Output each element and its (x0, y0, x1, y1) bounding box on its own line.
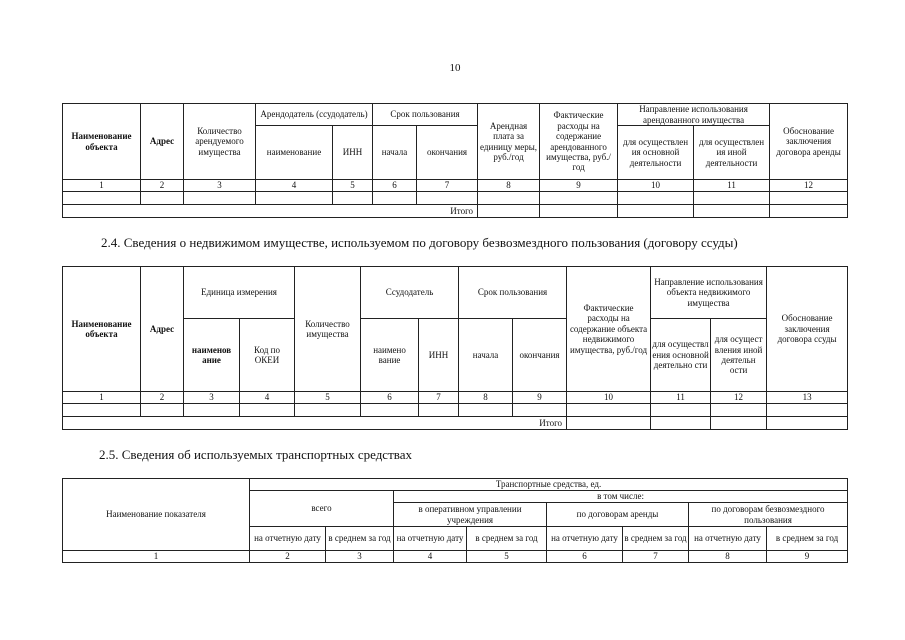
col-quantity: Количество имущества (295, 267, 361, 392)
col-term-start: начала (373, 126, 417, 180)
column-number: 1 (63, 392, 141, 404)
column-numbers-row (63, 551, 848, 563)
col-reporting-date: на отчетную дату (250, 527, 326, 551)
col-year-average: в среднем за год (326, 527, 394, 551)
column-number: 6 (547, 551, 623, 563)
col-free-use: по договорам безвозмездного пользования (689, 503, 848, 527)
leased-property-table (62, 103, 848, 218)
col-usage-other: для осуществлен ия иной деятельности (694, 126, 770, 180)
table-cell[interactable] (184, 404, 240, 417)
column-number: 10 (618, 180, 694, 192)
column-number: 7 (417, 180, 478, 192)
col-expenses: Фактические расходы на содержание арендованного имущества, руб./год (540, 104, 618, 180)
col-lender: Ссудодатель (361, 267, 459, 319)
column-number: 7 (419, 392, 459, 404)
column-number: 8 (459, 392, 513, 404)
section-heading: 2.4. Сведения о недвижимом имуществе, используемом по договору безвозмездного пользования (договору ссуды) (101, 235, 738, 250)
col-transport: Транспортные средства, ед. (250, 479, 848, 491)
col-indicator: Наименование показателя (63, 479, 250, 551)
table-cell[interactable] (767, 404, 848, 417)
column-number: 9 (513, 392, 567, 404)
table-cell[interactable] (478, 205, 540, 218)
table-cell[interactable] (373, 192, 417, 205)
col-object-name: Наименование объекта (63, 104, 141, 180)
col-unit-okei: Код по ОКЕИ (240, 319, 295, 392)
column-number: 1 (63, 180, 141, 192)
column-number: 2 (141, 180, 184, 192)
table-cell[interactable] (618, 205, 694, 218)
col-usage-other: для осущест вления иной деятельн ости (711, 319, 767, 392)
table-cell[interactable] (295, 404, 361, 417)
column-number: 10 (567, 392, 651, 404)
table-cell[interactable] (651, 417, 711, 430)
table-cell[interactable] (478, 192, 540, 205)
col-quantity: Количество арендуемого имущества (184, 104, 256, 180)
column-number: 3 (184, 180, 256, 192)
table-cell[interactable] (770, 192, 848, 205)
column-number: 4 (394, 551, 467, 563)
column-number: 8 (478, 180, 540, 192)
column-number: 7 (623, 551, 689, 563)
col-lender-name: наимено вание (361, 319, 419, 392)
col-term: Срок пользования (373, 104, 478, 126)
col-unit: Единица измерения (184, 267, 295, 319)
col-usage-main: для осуществлен ия основной деятельности (618, 126, 694, 180)
col-basis: Обоснование заключения договора ссуды (767, 267, 848, 392)
total-label: Итого (63, 417, 567, 430)
col-reporting-date: на отчетную дату (394, 527, 467, 551)
column-number: 8 (689, 551, 767, 563)
column-numbers-row (63, 392, 848, 404)
vehicles-table (62, 478, 848, 563)
col-basis: Обоснование заключения договора аренды (770, 104, 848, 180)
col-unit-name: наименов ание (184, 319, 240, 392)
column-number: 4 (256, 180, 333, 192)
table-cell[interactable] (513, 404, 567, 417)
table-cell[interactable] (567, 404, 651, 417)
column-number: 6 (361, 392, 419, 404)
column-number: 2 (141, 392, 184, 404)
column-number: 1 (63, 551, 250, 563)
table-cell[interactable] (240, 404, 295, 417)
col-year-average: в среднем за год (467, 527, 547, 551)
col-year-average: в среднем за год (767, 527, 848, 551)
col-including: в том числе: (394, 491, 848, 503)
col-term-end: окончания (513, 319, 567, 392)
col-object-name: Наименование объекта (63, 267, 141, 392)
table-cell[interactable] (770, 205, 848, 218)
column-number: 5 (467, 551, 547, 563)
col-operational: в оперативном управлении учреждения (394, 503, 547, 527)
col-lessor: Арендодатель (ссудодатель) (256, 104, 373, 126)
table-row (63, 404, 848, 417)
table-cell[interactable] (63, 192, 141, 205)
page-number: 10 (449, 62, 461, 74)
table-cell[interactable] (459, 404, 513, 417)
table-row (63, 192, 848, 205)
table-cell[interactable] (694, 192, 770, 205)
col-usage: Направление использования арендованного имущества (618, 104, 770, 126)
table-cell[interactable] (711, 404, 767, 417)
col-term: Срок пользования (459, 267, 567, 319)
table-cell[interactable] (540, 205, 618, 218)
col-lender-inn: ИНН (419, 319, 459, 392)
table-cell[interactable] (63, 404, 141, 417)
column-number: 4 (240, 392, 295, 404)
col-reporting-date: на отчетную дату (689, 527, 767, 551)
section-heading: 2.5. Сведения об используемых транспортных средствах (99, 447, 412, 462)
column-number: 5 (295, 392, 361, 404)
table-cell[interactable] (256, 192, 333, 205)
total-row (63, 205, 848, 218)
total-label: Итого (63, 205, 478, 218)
column-number: 6 (373, 180, 417, 192)
column-number: 12 (711, 392, 767, 404)
column-number: 9 (540, 180, 618, 192)
table-cell[interactable] (694, 205, 770, 218)
column-number: 3 (326, 551, 394, 563)
col-lessor-inn: ИНН (333, 126, 373, 180)
table-cell[interactable] (419, 404, 459, 417)
table-cell[interactable] (651, 404, 711, 417)
table-cell[interactable] (540, 192, 618, 205)
column-number: 13 (767, 392, 848, 404)
total-row (63, 417, 848, 430)
column-number: 5 (333, 180, 373, 192)
column-number: 12 (770, 180, 848, 192)
table-cell[interactable] (618, 192, 694, 205)
table-cell[interactable] (184, 192, 256, 205)
column-number: 3 (184, 392, 240, 404)
column-number: 2 (250, 551, 326, 563)
table-cell[interactable] (567, 417, 651, 430)
col-rent: Арендная плата за единицу меры, руб./год (478, 104, 540, 180)
col-address: Адрес (141, 267, 184, 392)
free-use-property-table (62, 266, 848, 430)
table-cell[interactable] (711, 417, 767, 430)
table-cell[interactable] (333, 192, 373, 205)
col-term-end: окончания (417, 126, 478, 180)
column-number: 9 (767, 551, 848, 563)
column-numbers-row (63, 180, 848, 192)
table-cell[interactable] (141, 192, 184, 205)
col-expenses: Фактические расходы на содержание объекта недвижимого имущества, руб./год (567, 267, 651, 392)
col-usage: Направление использования объекта недвижимого имущества (651, 267, 767, 319)
table-cell[interactable] (141, 404, 184, 417)
table-cell[interactable] (417, 192, 478, 205)
table-cell[interactable] (767, 417, 848, 430)
col-reporting-date: на отчетную дату (547, 527, 623, 551)
col-address: Адрес (141, 104, 184, 180)
col-term-start: начала (459, 319, 513, 392)
col-lease: по договорам аренды (547, 503, 689, 527)
col-year-average: в среднем за год (623, 527, 689, 551)
column-number: 11 (694, 180, 770, 192)
column-number: 11 (651, 392, 711, 404)
col-lessor-name: наименование (256, 126, 333, 180)
col-usage-main: для осуществл ения основной деятельно сти (651, 319, 711, 392)
col-total: всего (250, 491, 394, 527)
table-cell[interactable] (361, 404, 419, 417)
